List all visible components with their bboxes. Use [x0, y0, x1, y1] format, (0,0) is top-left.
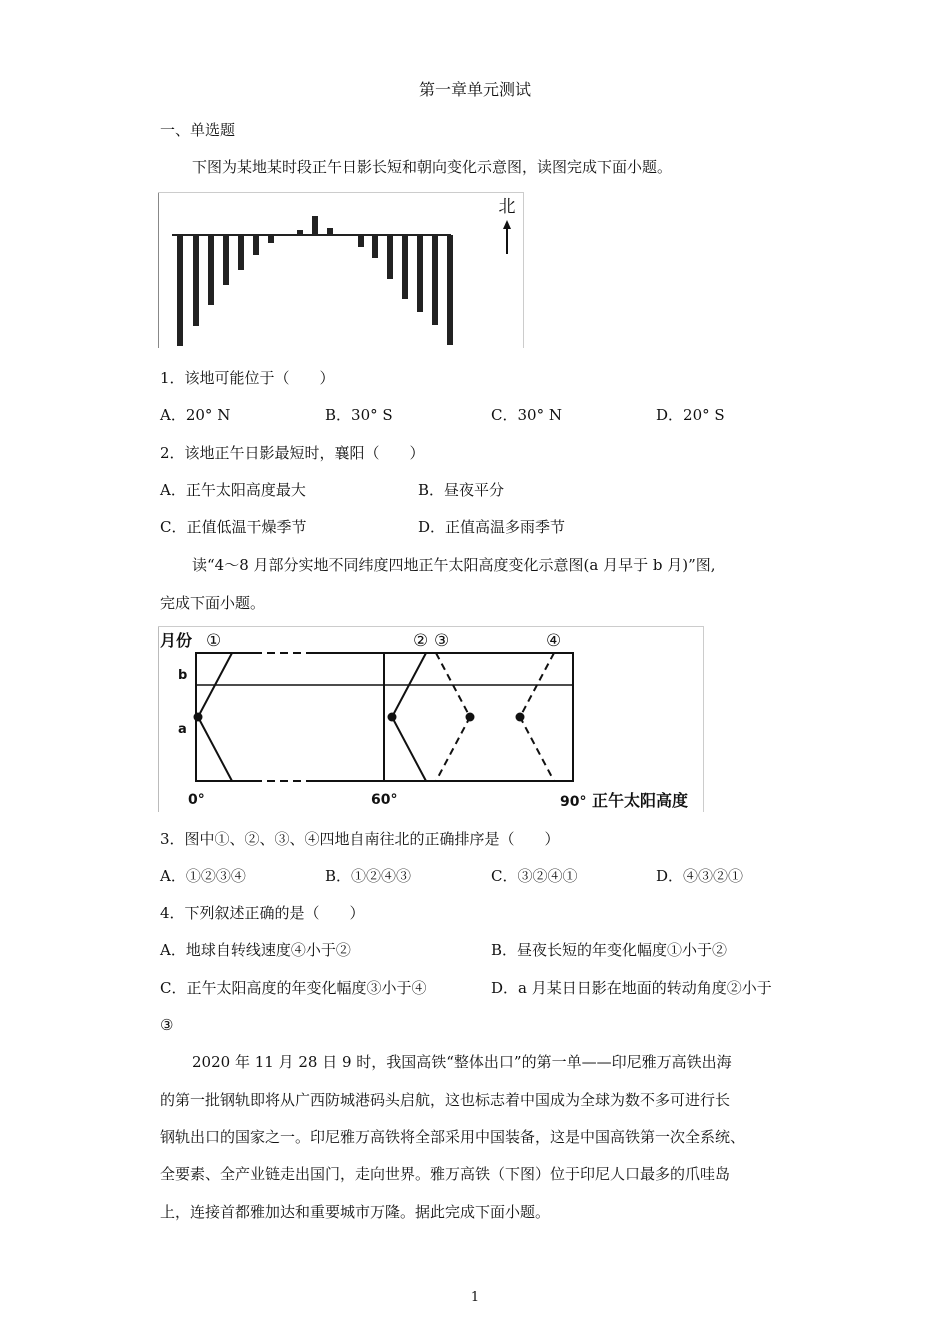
y-axis-label: 月份	[160, 631, 193, 650]
shadow-bar	[193, 235, 199, 326]
shadow-chart	[158, 192, 524, 348]
q1-option-a: A．20° N	[160, 406, 231, 424]
shadow-bar	[297, 230, 303, 235]
q2-option-a: A．正午太阳高度最大	[160, 481, 306, 499]
shadow-bar	[253, 235, 259, 255]
q2-option-d: D．正值高温多雨季节	[418, 518, 566, 536]
paragraph-3-line-3: 钢轨出口的国家之一。印尼雅万高铁将全部采用中国装备，这是中国高铁第一次全系统、	[160, 1128, 746, 1146]
q3-option-d: D．④③②①	[656, 867, 744, 885]
q4-option-a: A．地球自转线速度④小于②	[160, 941, 351, 959]
q2-stem: 2．该地正午日影最短时，襄阳（ ）	[160, 444, 425, 462]
q3-stem: 3．图中①、②、③、④四地自南往北的正确排序是（ ）	[160, 830, 560, 848]
series-3-point	[466, 713, 475, 722]
series-2-line	[392, 653, 426, 781]
page-title: 第一章单元测试	[418, 80, 531, 99]
paragraph-3-line-1: 2020 年 11 月 28 日 9 时，我国高铁“整体出口”的第一单——印尼雅万高铁出海	[192, 1053, 732, 1071]
series-4-line	[520, 653, 554, 781]
x-tick-60: 60°	[371, 792, 398, 808]
shadow-bar	[372, 235, 378, 258]
q3-option-c: C．③②④①	[491, 867, 578, 885]
shadow-bar	[312, 216, 318, 235]
shadow-bar	[432, 235, 438, 325]
shadow-bar	[327, 228, 333, 235]
sun-altitude-figure	[158, 626, 704, 812]
marker-2: ②	[413, 631, 429, 651]
q4-stem: 4．下列叙述正确的是（ ）	[160, 904, 365, 922]
x-tick-0: 0°	[188, 792, 205, 808]
shadow-bar	[358, 235, 364, 247]
paragraph-3-line-5: 上，连接首都雅加达和重要城市万隆。据此完成下面小题。	[160, 1203, 551, 1221]
marker-3: ③	[434, 631, 450, 651]
north-label: 北	[498, 197, 516, 217]
shadow-bar	[402, 235, 408, 299]
page-number: 1	[470, 1290, 480, 1305]
marker-1: ①	[206, 631, 222, 651]
intro-paragraph-2-line-2: 完成下面小题。	[160, 594, 266, 612]
shadow-bar	[238, 235, 244, 270]
intro-paragraph-1: 下图为某地某时段正午日影长短和朝向变化示意图，读图完成下面小题。	[192, 158, 673, 176]
shadow-bar	[223, 235, 229, 285]
series-1-point	[194, 713, 203, 722]
q1-option-c: C．30° N	[491, 406, 562, 424]
shadow-bar	[447, 235, 453, 345]
shadow-bar	[387, 235, 393, 279]
q4-option-b: B．昼夜长短的年变化幅度①小于②	[491, 941, 728, 959]
series-2-point	[388, 713, 397, 722]
north-arrow-icon	[503, 220, 511, 229]
q4-option-d-wrap: ③	[160, 1016, 174, 1034]
intro-paragraph-2-line-1: 读“4～8 月部分实地不同纬度四地正午太阳高度变化示意图(a 月早于 b 月)”图,	[192, 556, 716, 574]
y-tick-a: a	[178, 722, 187, 737]
series-1-line	[198, 653, 232, 781]
series-3-line	[436, 653, 470, 781]
marker-4: ④	[546, 631, 562, 651]
shadow-bar	[417, 235, 423, 312]
q1-stem: 1．该地可能位于（ ）	[160, 369, 335, 387]
q2-option-c: C．正值低温干燥季节	[160, 518, 307, 536]
paragraph-3-line-4: 全要素、全产业链走出国门，走向世界。雅万高铁（下图）位于印尼人口最多的爪哇岛	[160, 1165, 731, 1183]
shadow-bar	[208, 235, 214, 305]
section-heading: 一、单选题	[160, 121, 236, 139]
shadow-bar	[177, 235, 183, 346]
shadow-figure	[158, 192, 524, 348]
shadow-bar	[268, 235, 274, 243]
x-axis-label: 正午太阳高度	[592, 791, 689, 810]
q3-option-b: B．①②④③	[325, 867, 412, 885]
y-tick-b: b	[178, 668, 188, 683]
paragraph-3-line-2: 的第一批钢轨即将从广西防城港码头启航，这也标志着中国成为全球为数不多可进行长	[160, 1091, 731, 1109]
sun-altitude-chart	[158, 626, 704, 812]
q1-option-d: D．20° S	[656, 406, 725, 424]
q3-option-a: A．①②③④	[160, 867, 246, 885]
q2-option-b: B．昼夜平分	[418, 481, 505, 499]
q1-option-b: B．30° S	[325, 406, 393, 424]
series-4-point	[516, 713, 525, 722]
x-tick-90: 90°	[560, 794, 587, 810]
q4-option-d: D．a 月某日日影在地面的转动角度②小于	[491, 979, 772, 997]
q4-option-c: C．正午太阳高度的年变化幅度③小于④	[160, 979, 427, 997]
